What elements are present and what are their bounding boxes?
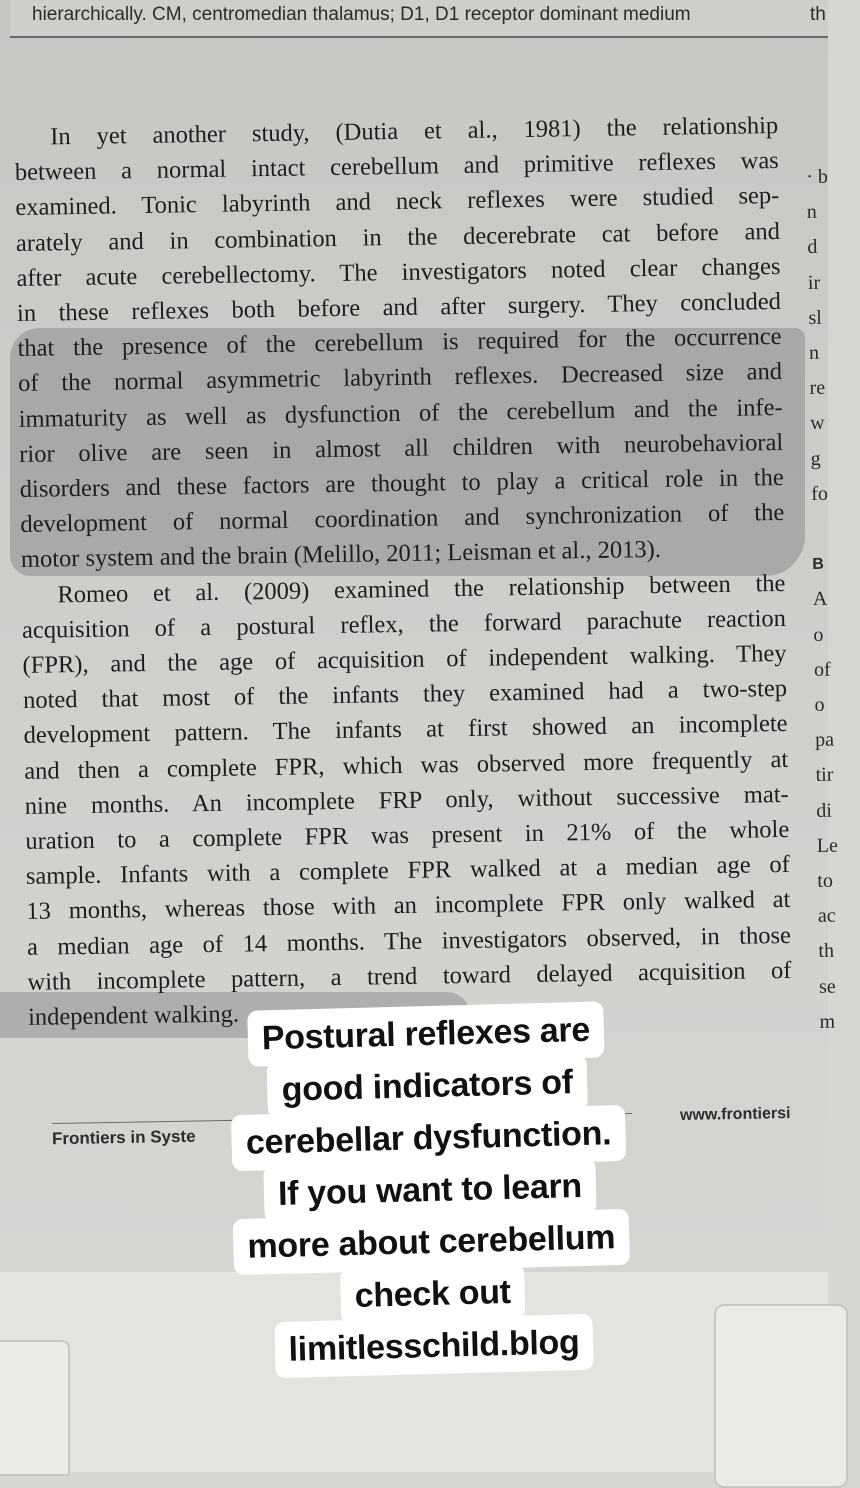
fragment-line: m — [819, 1010, 836, 1033]
text-line: and then a complete FPR, which was observed more frequently at — [24, 745, 789, 785]
caption-line: limitlesschild.blog — [274, 1314, 594, 1378]
fragment-line: pa — [814, 728, 835, 752]
text-line: motor system and the brain (Melillo, 2011; Leisman et al., 2013). — [20, 536, 662, 574]
text-line: after acute cerebellectomy. The investigators noted clear changes — [16, 252, 781, 292]
top-strip-text: hierarchically. CM, centromedian thalamus; D1, D1 receptor dominant medium — [32, 4, 691, 25]
article-text-column — [14, 108, 792, 1035]
fragment-line: g — [810, 447, 821, 470]
caption-line: more about cerebellum — [233, 1209, 630, 1275]
caption-line: good indicators of — [267, 1054, 587, 1118]
footer-website: www.frontiersi — [679, 1105, 791, 1124]
text-line: nine months. An incomplete FRP only, without successive mat- — [24, 780, 789, 820]
fragment-line: ac — [817, 904, 836, 928]
fragment-line: tir — [815, 764, 834, 787]
text-line: (FPR), and the age of acquisition of independent walking. They — [22, 639, 787, 679]
fragment-line: w — [809, 412, 825, 435]
fragment-line: A — [812, 588, 828, 611]
fragment-line: d — [807, 236, 818, 259]
text-line: development pattern. The infants at first showed an incomplete — [23, 710, 788, 750]
fragment-line: fo — [811, 482, 829, 505]
text-line: independent walking. — [27, 1000, 240, 1031]
text-line: In yet another study, (Dutia et al., 1981) the relationship — [50, 111, 779, 151]
text-line: acquisition of a postural reflex, the forward parachute reaction — [21, 604, 787, 644]
fragment-line: n — [806, 201, 817, 224]
fragment-line: n — [808, 341, 820, 364]
fragment-line: ir — [807, 271, 821, 294]
desk-card-right — [714, 1304, 848, 1488]
text-line: Romeo et al. (2009) examined the relationship between the — [57, 569, 786, 609]
fragment-line: Le — [816, 834, 839, 857]
text-line: noted that most of the infants they examined had a two-step — [22, 675, 788, 715]
text-line: rior olive are seen in almost all children with neurobehavioral — [19, 428, 784, 468]
text-line: examined. Tonic labyrinth and neck reflexes were studied sep- — [15, 182, 780, 222]
desk-card-left — [0, 1340, 70, 1476]
caption-line: cerebellar dysfunction. — [231, 1105, 626, 1171]
text-line: with incomplete pattern, a trend toward delayed acquisition of — [27, 956, 792, 996]
fragment-line: to — [817, 869, 834, 892]
fragment-line: sl — [808, 306, 822, 329]
caption-line: Postural reflexes are — [247, 1001, 605, 1066]
text-line: of the normal asymmetric labyrinth reflexes. Decreased size and — [17, 358, 783, 398]
text-line: sample. Infants with a complete FPR walked at a median age of — [25, 851, 791, 891]
paragraph-romeo-study — [21, 566, 792, 1036]
caption-line: If you want to learn — [263, 1158, 596, 1223]
text-line: 13 months, whereas those with an incomplete FPR only walked at — [26, 886, 791, 926]
text-line: uration to a complete FPR was present in 21% of the whole — [25, 815, 790, 855]
text-line: in these reflexes both before and after surgery. They concluded — [16, 287, 782, 327]
footer-journal-name: Frontiers in Syste — [51, 1126, 196, 1149]
text-line: a median age of 14 months. The investigators observed, in those — [26, 921, 792, 961]
text-line: disorders and these factors are thought to play a critical role in the — [19, 463, 784, 503]
fragment-line: B — [812, 556, 825, 574]
fragment-line: of — [813, 658, 831, 681]
fragment-line: o — [814, 693, 825, 716]
fragment-line: se — [818, 975, 836, 998]
fragment-line: o — [813, 623, 824, 646]
text-line: development of normal coordination and synchronization of the — [20, 499, 785, 539]
fragment-line: · b — [806, 165, 829, 188]
fragment-line: th — [818, 940, 835, 963]
paragraph-dutia-study — [14, 108, 785, 578]
text-line: that the presence of the cerebellum is required for the occurrence — [17, 323, 782, 363]
top-strip-cut-text: th — [810, 4, 826, 25]
fragment-line: re — [809, 376, 826, 400]
text-line: between a normal intact cerebellum and primitive reflexes was — [14, 147, 779, 187]
text-line: immaturity as well as dysfunction of the cerebellum and the infe- — [18, 393, 783, 433]
text-line: arately and in combination in the decerebrate cat before and — [15, 217, 781, 257]
story-caption — [185, 1004, 674, 1380]
fragment-line: di — [816, 799, 832, 822]
fragment-line — [812, 511, 853, 547]
adjacent-column-fragment — [806, 159, 860, 1040]
caption-line: check out — [340, 1264, 525, 1325]
previous-page-strip — [10, 0, 828, 38]
